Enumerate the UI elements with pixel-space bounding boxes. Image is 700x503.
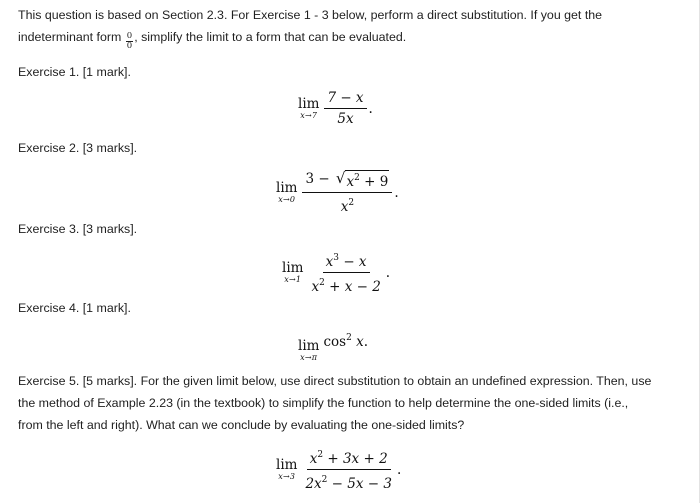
lim-subscript: x→1 [284, 275, 302, 284]
lim-word: lim [298, 96, 320, 112]
numerator-prefix: 3 − [305, 171, 334, 187]
numerator-rest: + 3x + 2 [323, 451, 388, 467]
intro-line-2-end: , simplify the limit to a form that can be evaluated. [134, 30, 407, 44]
denominator-exponent: 2 [348, 198, 355, 208]
numerator-rest: − x [339, 254, 367, 270]
exercise-2-label: Exercise 2. [3 marks]. [18, 141, 138, 155]
intro-line-2-start: indeterminant form [18, 30, 122, 44]
fraction [302, 447, 395, 492]
denominator [338, 193, 357, 215]
intro-line-2 [18, 26, 658, 51]
numerator-exponent: 3 [333, 253, 340, 263]
numerator-exponent: 2 [317, 450, 324, 460]
numerator [302, 170, 392, 193]
denominator: 5x [337, 111, 354, 127]
period: . [385, 264, 391, 281]
numerator [307, 447, 391, 470]
lim-subscript: x→7 [300, 111, 318, 120]
lim-subscript: x→π [300, 353, 318, 362]
exercise-5-label [18, 370, 658, 436]
fraction [324, 90, 366, 127]
denominator-rest: + x − 2 [324, 279, 381, 295]
limit-operator [276, 458, 297, 481]
function-expression [323, 333, 368, 350]
exercise-5-line-2: the method of Example 2.23 (in the textbook) to simplify the function to help determine the one-sided limits (i.e., [18, 396, 629, 410]
denominator-exponent: 2 [321, 475, 328, 485]
exercise-2-expression [276, 170, 399, 215]
radical-sign-icon: √ [335, 169, 346, 187]
exercise-4-expression [298, 333, 368, 362]
fraction [302, 170, 392, 215]
period: . [396, 461, 402, 478]
lim-subscript: x→0 [278, 195, 296, 204]
function-argument: x [351, 334, 364, 350]
fraction [308, 250, 383, 295]
radicand-base: x [346, 174, 355, 190]
intro-paragraph [18, 4, 658, 51]
limit-operator [282, 261, 303, 284]
denominator [308, 273, 383, 295]
function-name: cos [323, 334, 347, 350]
exercise-5-expression [276, 447, 401, 492]
period: . [394, 184, 399, 201]
intro-line-1: This question is based on Section 2.3. For Exercise 1 - 3 below, perform a direct substitution. If you get the [18, 8, 603, 22]
exercise-3-expression [282, 250, 390, 295]
indeterminate-denominator: 0 [126, 41, 133, 51]
radicand-exponent: 2 [354, 173, 360, 183]
numerator-base: x [325, 254, 334, 270]
indeterminate-numerator: 0 [126, 31, 133, 41]
exercise-5-line-1: Exercise 5. [5 marks]. For the given limit below, use direct substitution to obtain an undefined expression. Then, use [18, 374, 652, 388]
numerator: 7 − x [324, 90, 366, 109]
denominator-base: x [311, 279, 320, 295]
denominator-rest: − 5x − 3 [327, 476, 392, 492]
denominator-start: 2x [305, 476, 322, 492]
period: . [363, 334, 368, 350]
square-root [336, 170, 389, 190]
limit-operator [298, 339, 319, 362]
denominator-exponent: 2 [319, 278, 325, 288]
exercise-3-label: Exercise 3. [3 marks]. [18, 222, 138, 236]
exercise-5-line-3: from the left and right). What can we conclude by evaluating the one-sided limits? [18, 418, 465, 432]
lim-subscript: x→3 [278, 472, 296, 481]
radicand [345, 170, 389, 190]
denominator-base: x [340, 199, 349, 215]
numerator-base: x [309, 451, 318, 467]
radicand-rest: + 9 [359, 174, 389, 190]
limit-operator [298, 97, 319, 120]
exercise-1-label: Exercise 1. [1 mark]. [18, 65, 131, 79]
period: . [368, 100, 373, 117]
denominator [302, 470, 395, 492]
indeterminate-form-fraction [126, 32, 133, 51]
exercise-1-expression [298, 90, 373, 127]
limit-operator [276, 181, 297, 204]
exercise-4-label: Exercise 4. [1 mark]. [18, 301, 131, 315]
lim-word: lim [282, 260, 304, 276]
function-exponent: 2 [346, 333, 352, 343]
lim-word: lim [276, 457, 298, 473]
lim-word: lim [276, 180, 298, 196]
numerator [323, 250, 370, 273]
lim-word: lim [298, 338, 320, 354]
